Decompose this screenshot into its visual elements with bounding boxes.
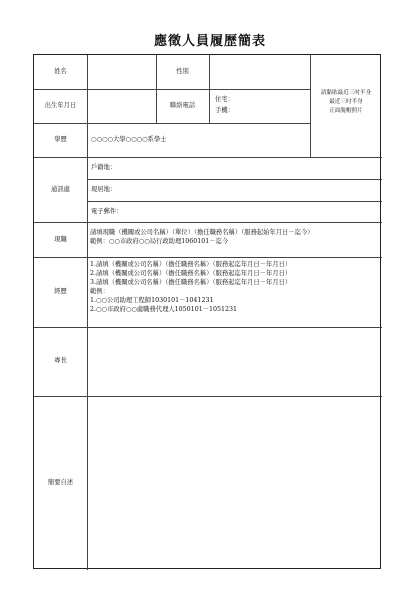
form-title: 應徵人員履歷簡表 bbox=[153, 34, 266, 49]
birthdate-label: 出生年月日 bbox=[44, 102, 77, 109]
resume-table bbox=[33, 54, 381, 569]
education-label: 學歷 bbox=[54, 136, 67, 143]
column-divider bbox=[156, 55, 157, 123]
row-divider bbox=[87, 179, 382, 180]
current-job-line: 請填現職（機關或公司名稱）（單位）（擔任職務名稱）（服務起始年月日－迄今） bbox=[90, 229, 314, 236]
row-divider bbox=[34, 89, 310, 90]
phone-label: 聯絡電話 bbox=[169, 102, 196, 109]
registered-address-label: 戶籍地： bbox=[91, 164, 117, 171]
row-divider bbox=[87, 201, 382, 202]
experience-line: 2.請填（機關或公司名稱）（擔任職務名稱）（服務起迄年月日－年月日） bbox=[90, 270, 292, 277]
email-label: 電子郵件： bbox=[91, 208, 123, 215]
autobiography-label: 簡要自述 bbox=[47, 479, 74, 486]
skills-label: 專長 bbox=[54, 357, 67, 364]
contact-address-label: 通訊處 bbox=[51, 186, 70, 193]
experience-line: 1.○○公司助理工程師1030101－1041231 bbox=[90, 297, 214, 304]
home-phone-label: 住宅： bbox=[215, 96, 234, 103]
education-value: ○○○○大學○○○○系學士 bbox=[91, 136, 167, 143]
experience-line: 1.請填（機關或公司名稱）（擔任職務名稱）（服務起迄年月日－年月日） bbox=[90, 261, 292, 268]
experience-line: 2.○○市政府○○處職務代理人1050101－1051231 bbox=[90, 306, 238, 313]
current-address-label: 現居地： bbox=[91, 186, 117, 193]
current-job-line: 範例：○○市政府○○局行政助理1060101－迄今 bbox=[90, 238, 229, 245]
mobile-label: 手機： bbox=[215, 107, 234, 114]
photo-placeholder-note: 請黏貼最近三吋半身 最近三吋半身 正面脫帽照片 bbox=[320, 90, 372, 114]
label-column-divider bbox=[87, 55, 88, 570]
row-divider bbox=[34, 123, 310, 124]
experience-line: 3.請填（機關或公司名稱）（擔任職務名稱）（服務起迄年月日－年月日） bbox=[90, 279, 292, 286]
gender-label: 性別 bbox=[176, 68, 189, 75]
name-label: 姓名 bbox=[54, 68, 67, 75]
experience-label: 經歷 bbox=[54, 288, 67, 295]
column-divider bbox=[209, 55, 210, 123]
current-job-label: 現職 bbox=[54, 236, 67, 243]
experience-line: 範例： bbox=[90, 288, 109, 295]
